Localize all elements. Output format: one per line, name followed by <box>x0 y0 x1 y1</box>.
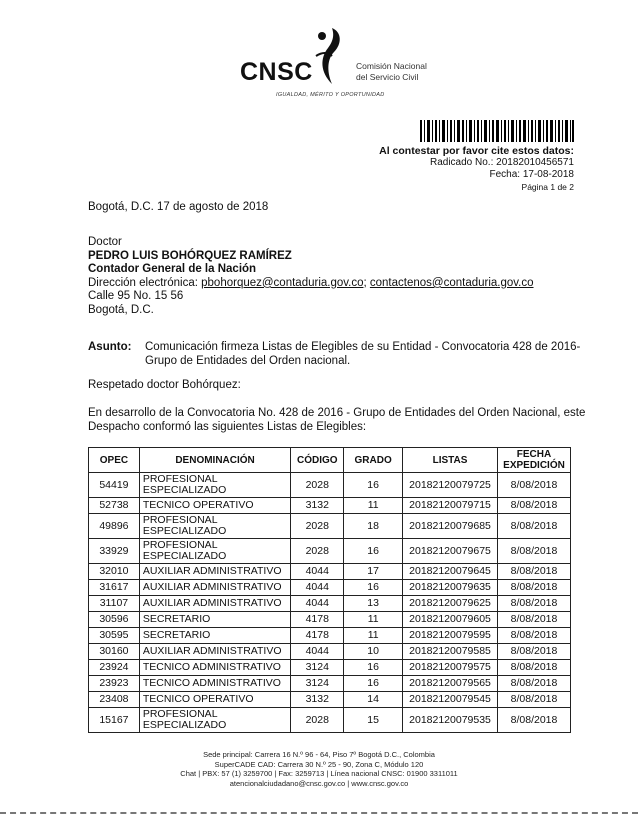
cell-listas: 20182120079625 <box>403 596 498 612</box>
subject-label: Asunto: <box>88 341 132 353</box>
cell-denominacion: SECRETARIO <box>139 628 290 644</box>
cell-grado: 16 <box>344 473 403 498</box>
cell-grado: 11 <box>344 498 403 514</box>
cell-listas: 20182120079675 <box>403 539 498 564</box>
email-line: Dirección electrónica: pbohorquez@contaduria.gov.co; contactenos@contaduria.gov.co <box>88 276 534 289</box>
cell-codigo: 4044 <box>291 580 344 596</box>
eligibles-table <box>88 447 571 733</box>
cell-fecha: 8/08/2018 <box>498 564 571 580</box>
col-fecha: FECHA EXPEDICIÓN <box>498 448 571 473</box>
salutation-title: Doctor <box>88 236 122 248</box>
cell-fecha: 8/08/2018 <box>498 692 571 708</box>
cell-codigo: 2028 <box>291 708 344 733</box>
cell-fecha: 8/08/2018 <box>498 628 571 644</box>
table-row <box>89 612 571 628</box>
footer-supercade: SuperCADE CAD: Carrera 30 N.º 25 - 90, Zona C, Módulo 120 <box>214 759 424 769</box>
table-row <box>89 564 571 580</box>
footer-contact: Chat | PBX: 57 (1) 3259700 | Fax: 3259713 | Línea nacional CNSC: 01900 3311011 <box>180 769 458 778</box>
cell-opec: 31617 <box>89 580 140 596</box>
table-row <box>89 596 571 612</box>
cell-denominacion: SECRETARIO <box>139 612 290 628</box>
cell-opec: 30160 <box>89 644 140 660</box>
table-row <box>89 708 571 733</box>
address: Calle 95 No. 15 56 <box>88 290 184 303</box>
cell-listas: 20182120079645 <box>403 564 498 580</box>
greeting: Respetado doctor Bohórquez: <box>88 379 241 391</box>
cell-denominacion: AUXILIAR ADMINISTRATIVO <box>139 596 290 612</box>
table-row <box>89 692 571 708</box>
table-row <box>89 514 571 539</box>
cell-codigo: 2028 <box>291 514 344 539</box>
footer-web: atencionalciudadano@cnsc.gov.co | www.cnsc.gov.co <box>229 778 409 788</box>
cell-opec: 23924 <box>89 660 140 676</box>
cell-codigo: 4178 <box>291 612 344 628</box>
table-row <box>89 539 571 564</box>
cell-denominacion: TECNICO OPERATIVO <box>139 692 290 708</box>
cell-grado: 14 <box>344 692 403 708</box>
cell-opec: 30595 <box>89 628 140 644</box>
cell-denominacion: AUXILIAR ADMINISTRATIVO <box>139 644 290 660</box>
cell-denominacion: TECNICO ADMINISTRATIVO <box>139 660 290 676</box>
cell-fecha: 8/08/2018 <box>498 473 571 498</box>
cell-opec: 31107 <box>89 596 140 612</box>
cell-denominacion: AUXILIAR ADMINISTRATIVO <box>139 564 290 580</box>
logo-name: Comisión Nacional del Servicio Civil <box>356 61 427 82</box>
table-row <box>89 473 571 498</box>
cell-fecha: 8/08/2018 <box>498 580 571 596</box>
cell-denominacion: PROFESIONAL ESPECIALIZADO <box>139 514 290 539</box>
cell-grado: 11 <box>344 612 403 628</box>
bottom-divider <box>0 812 638 820</box>
cell-listas: 20182120079715 <box>403 498 498 514</box>
subject-text: Comunicación firmeza Listas de Elegibles de su Entidad - Convocatoria 428 de 2016- Grupo de Entidades del Orden nacional. <box>145 341 581 367</box>
table-header-row <box>89 448 571 473</box>
cell-fecha: 8/08/2018 <box>498 596 571 612</box>
recipient-position: Contador General de la Nación <box>88 263 257 276</box>
cell-codigo: 3132 <box>291 498 344 514</box>
cell-opec: 32010 <box>89 564 140 580</box>
cite-label: Al contestar por favor cite estos datos: <box>379 145 574 157</box>
page-number: Página 1 de 2 <box>521 182 574 192</box>
email-label: Dirección electrónica: <box>88 276 202 289</box>
cell-listas: 20182120079605 <box>403 612 498 628</box>
cell-codigo: 4178 <box>291 628 344 644</box>
cell-opec: 15167 <box>89 708 140 733</box>
cell-denominacion: PROFESIONAL ESPECIALIZADO <box>139 539 290 564</box>
cell-opec: 33929 <box>89 539 140 564</box>
cell-opec: 52738 <box>89 498 140 514</box>
cell-grado: 16 <box>344 676 403 692</box>
cell-fecha: 8/08/2018 <box>498 498 571 514</box>
cell-codigo: 3124 <box>291 660 344 676</box>
cell-grado: 15 <box>344 708 403 733</box>
table-row <box>89 580 571 596</box>
intro-paragraph: En desarrollo de la Convocatoria No. 428 de 2016 - Grupo de Entidades del Orden Nacional, este Despacho conformó las siguientes Listas de Elegibles: <box>88 407 586 433</box>
recipient-name: PEDRO LUIS BOHÓRQUEZ RAMÍREZ <box>88 249 292 262</box>
cell-listas: 20182120079545 <box>403 692 498 708</box>
recipient-block <box>88 236 534 318</box>
cell-listas: 20182120079725 <box>403 473 498 498</box>
cell-codigo: 3124 <box>291 676 344 692</box>
cell-grado: 16 <box>344 660 403 676</box>
cell-grado: 11 <box>344 628 403 644</box>
cell-fecha: 8/08/2018 <box>498 644 571 660</box>
cell-fecha: 8/08/2018 <box>498 660 571 676</box>
cell-codigo: 4044 <box>291 644 344 660</box>
cell-denominacion: AUXILIAR ADMINISTRATIVO <box>139 580 290 596</box>
logo-motto: IGUALDAD, MÉRITO Y OPORTUNIDAD <box>276 92 385 98</box>
cell-denominacion: PROFESIONAL ESPECIALIZADO <box>139 708 290 733</box>
cell-denominacion: TECNICO ADMINISTRATIVO <box>139 676 290 692</box>
col-listas: LISTAS <box>403 448 498 473</box>
cell-codigo: 4044 <box>291 596 344 612</box>
col-denominacion: DENOMINACIÓN <box>139 448 290 473</box>
cell-opec: 54419 <box>89 473 140 498</box>
cell-opec: 30596 <box>89 612 140 628</box>
fecha: Fecha: 17-08-2018 <box>489 169 574 180</box>
table-row <box>89 676 571 692</box>
cell-grado: 13 <box>344 596 403 612</box>
cell-opec: 23408 <box>89 692 140 708</box>
email-link-1[interactable]: pbohorquez@contaduria.gov.co <box>201 276 364 289</box>
cell-grado: 18 <box>344 514 403 539</box>
cell-grado: 16 <box>344 539 403 564</box>
cell-listas: 20182120079685 <box>403 514 498 539</box>
table-row <box>89 644 571 660</box>
cell-listas: 20182120079585 <box>403 644 498 660</box>
table-row <box>89 628 571 644</box>
table-row <box>89 660 571 676</box>
col-codigo: CÓDIGO <box>291 448 344 473</box>
col-grado: GRADO <box>344 448 403 473</box>
cell-fecha: 8/08/2018 <box>498 539 571 564</box>
cell-fecha: 8/08/2018 <box>498 676 571 692</box>
cell-codigo: 4044 <box>291 564 344 580</box>
radicado: Radicado No.: 20182010456571 <box>429 157 574 168</box>
cell-opec: 23923 <box>89 676 140 692</box>
cell-grado: 10 <box>344 644 403 660</box>
cell-listas: 20182120079565 <box>403 676 498 692</box>
cell-fecha: 8/08/2018 <box>498 612 571 628</box>
footer <box>0 750 638 788</box>
table-row <box>89 498 571 514</box>
logo-acronym: CNSC <box>240 58 313 86</box>
city: Bogotá, D.C. <box>88 303 154 316</box>
cell-grado: 16 <box>344 580 403 596</box>
cell-listas: 20182120079535 <box>403 708 498 733</box>
cell-listas: 20182120079595 <box>403 628 498 644</box>
cnsc-logo <box>238 26 438 102</box>
cell-codigo: 2028 <box>291 473 344 498</box>
date-line: Bogotá, D.C. 17 de agosto de 2018 <box>88 201 269 213</box>
cell-grado: 17 <box>344 564 403 580</box>
cell-fecha: 8/08/2018 <box>498 708 571 733</box>
barcode-image <box>420 120 574 142</box>
cell-listas: 20182120079575 <box>403 660 498 676</box>
cell-codigo: 2028 <box>291 539 344 564</box>
cell-codigo: 3132 <box>291 692 344 708</box>
cell-listas: 20182120079635 <box>403 580 498 596</box>
reference-block <box>379 145 574 193</box>
cell-denominacion: PROFESIONAL ESPECIALIZADO <box>139 473 290 498</box>
col-opec: OPEC <box>89 448 140 473</box>
cell-opec: 49896 <box>89 514 140 539</box>
cnsc-swoosh-icon <box>312 26 348 86</box>
email-link-2[interactable]: contactenos@contaduria.gov.co <box>369 276 534 289</box>
cell-fecha: 8/08/2018 <box>498 514 571 539</box>
footer-address: Sede principal: Carrera 16 N.º 96 - 64, Piso 7º Bogotá D.C., Colombia <box>203 750 435 759</box>
cell-denominacion: TECNICO OPERATIVO <box>139 498 290 514</box>
